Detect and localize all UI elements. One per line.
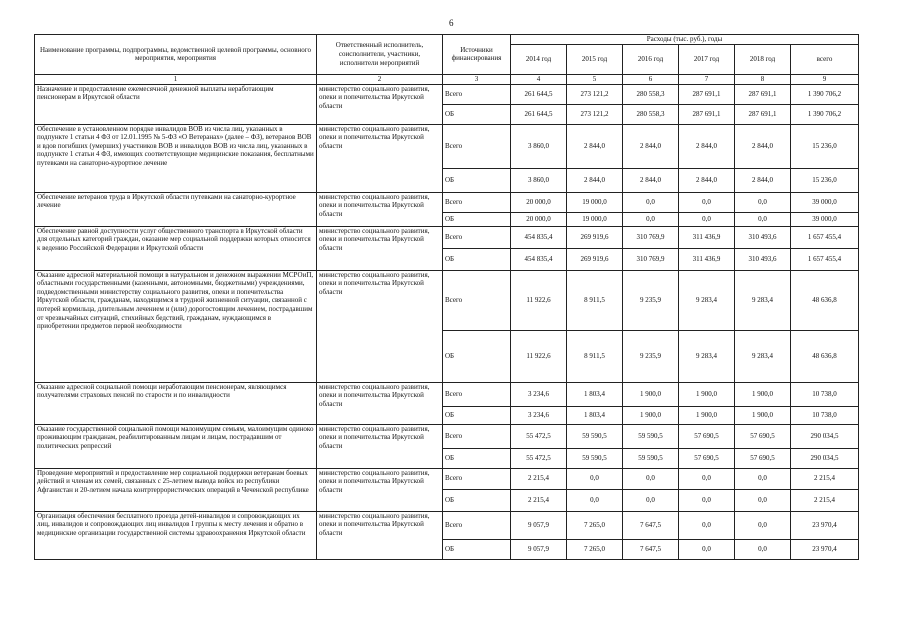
year-value: 59 590,5	[623, 424, 679, 448]
measure-name: Оказание адресной социальной помощи неработающим пенсионерам, являющимся получателями страховых пенсий по старости и по инвалидности	[35, 382, 317, 424]
total-value: 10 738,0	[791, 406, 859, 424]
year-value: 2 844,0	[735, 168, 791, 192]
total-value: 2 215,4	[791, 489, 859, 511]
year-value: 57 690,5	[679, 424, 735, 448]
year-value: 310 769,9	[623, 248, 679, 270]
header-total: всего	[791, 44, 859, 74]
year-value: 2 844,0	[679, 168, 735, 192]
header-year: 2018 год	[735, 44, 791, 74]
year-value: 9 283,4	[735, 330, 791, 382]
year-value: 1 803,4	[567, 382, 623, 406]
total-value: 1 390 706,2	[791, 84, 859, 104]
year-value: 310 493,6	[735, 248, 791, 270]
year-value: 0,0	[623, 192, 679, 212]
year-value: 0,0	[735, 489, 791, 511]
total-value: 15 236,0	[791, 124, 859, 168]
year-value: 1 900,0	[623, 382, 679, 406]
year-value: 55 472,5	[511, 448, 567, 468]
year-value: 20 000,0	[511, 192, 567, 212]
year-value: 0,0	[623, 489, 679, 511]
year-value: 55 472,5	[511, 424, 567, 448]
total-value: 23 970,4	[791, 511, 859, 539]
year-value: 59 590,5	[567, 424, 623, 448]
funding-source: ОБ	[443, 248, 511, 270]
funding-source: ОБ	[443, 168, 511, 192]
year-value: 311 436,9	[679, 226, 735, 248]
year-value: 20 000,0	[511, 212, 567, 226]
executor: министерство социального развития, опеки и попечительства Иркутской области	[317, 226, 443, 270]
year-value: 287 691,1	[735, 84, 791, 104]
column-number: 9	[791, 74, 859, 84]
year-value: 261 644,5	[511, 104, 567, 124]
funding-source: Всего	[443, 226, 511, 248]
year-value: 59 590,5	[567, 448, 623, 468]
year-value: 2 844,0	[735, 124, 791, 168]
expenses-table	[34, 34, 859, 560]
header-executor: Ответственный исполнитель, соисполнители, участники, исполнители мероприятий	[317, 35, 443, 75]
year-value: 9 235,9	[623, 330, 679, 382]
column-number: 6	[623, 74, 679, 84]
measure-name: Проведение мероприятий и предоставление мер социальной поддержки ветеранам боевых действий и членам их семей, связанных с 25-летием вывода войск из республики Афганистан и 20-летием начала контртеррористических операций в Чеченской республике	[35, 468, 317, 511]
funding-source: ОБ	[443, 212, 511, 226]
year-value: 2 844,0	[679, 124, 735, 168]
year-value: 1 900,0	[735, 382, 791, 406]
year-value: 57 690,5	[735, 448, 791, 468]
year-value: 273 121,2	[567, 104, 623, 124]
funding-source: ОБ	[443, 448, 511, 468]
year-value: 19 000,0	[567, 192, 623, 212]
year-value: 1 900,0	[623, 406, 679, 424]
total-value: 39 000,0	[791, 192, 859, 212]
year-value: 9 235,9	[623, 270, 679, 330]
header-expenses: Расходы (тыс. руб.), годы	[511, 35, 859, 45]
year-value: 1 900,0	[679, 406, 735, 424]
year-value: 2 215,4	[511, 468, 567, 489]
executor: министерство социального развития, опеки и попечительства Иркутской области	[317, 192, 443, 226]
funding-source: ОБ	[443, 406, 511, 424]
measure-name: Обеспечение в установленном порядке инвалидов ВОВ из числа лиц, указанных в подпункте 1 статьи 4 ФЗ от 12.01.1995 № 5-ФЗ «О Ветеранах» (далее – ФЗ), ветеранов ВОВ и вдов погибших (умерших) участников ВОВ и инвалидов ВОВ из числа лиц, указанных в подпункте 1 статьи 4 ФЗ, имеющих соответствующие медицинские показания, бесплатными путевками на санаторно-курортное лечение	[35, 124, 317, 192]
year-value: 0,0	[735, 468, 791, 489]
executor: министерство социального развития, опеки и попечительства Иркутской области	[317, 270, 443, 382]
funding-source: Всего	[443, 511, 511, 539]
total-value: 10 738,0	[791, 382, 859, 406]
year-value: 280 558,3	[623, 104, 679, 124]
year-value: 1 900,0	[679, 382, 735, 406]
column-number: 8	[735, 74, 791, 84]
column-number: 5	[567, 74, 623, 84]
year-value: 9 283,4	[679, 330, 735, 382]
total-value: 23 970,4	[791, 539, 859, 559]
table-row	[35, 511, 859, 539]
year-value: 7 265,0	[567, 539, 623, 559]
year-value: 8 911,5	[567, 270, 623, 330]
funding-source: ОБ	[443, 104, 511, 124]
year-value: 0,0	[679, 489, 735, 511]
year-value: 280 558,3	[623, 84, 679, 104]
measure-name: Оказание государственной социальной помощи малоимущим семьям, малоимущим одиноко проживающим гражданам, реабилитированным лицам и лицам, пострадавшим от политических репрессий	[35, 424, 317, 468]
year-value: 11 922,6	[511, 330, 567, 382]
executor: министерство социального развития, опеки и попечительства Иркутской области	[317, 124, 443, 192]
table-row	[35, 226, 859, 248]
header-year: 2017 год	[679, 44, 735, 74]
executor: министерство социального развития, опеки и попечительства Иркутской области	[317, 468, 443, 511]
table-row	[35, 382, 859, 406]
year-value: 310 493,6	[735, 226, 791, 248]
year-value: 0,0	[735, 511, 791, 539]
year-value: 9 057,9	[511, 539, 567, 559]
year-value: 287 691,1	[679, 84, 735, 104]
funding-source: ОБ	[443, 489, 511, 511]
year-value: 0,0	[679, 511, 735, 539]
year-value: 0,0	[735, 539, 791, 559]
funding-source: Всего	[443, 468, 511, 489]
year-value: 3 860,0	[511, 124, 567, 168]
year-value: 59 590,5	[623, 448, 679, 468]
table-row	[35, 468, 859, 489]
column-number: 3	[443, 74, 511, 84]
column-numbers-row	[35, 74, 859, 84]
executor: министерство социального развития, опеки и попечительства Иркутской области	[317, 382, 443, 424]
year-value: 0,0	[623, 212, 679, 226]
year-value: 9 283,4	[735, 270, 791, 330]
funding-source: Всего	[443, 124, 511, 168]
total-value: 1 390 706,2	[791, 104, 859, 124]
year-value: 310 769,9	[623, 226, 679, 248]
year-value: 0,0	[679, 539, 735, 559]
funding-source: Всего	[443, 424, 511, 448]
year-value: 9 057,9	[511, 511, 567, 539]
year-value: 269 919,6	[567, 248, 623, 270]
funding-source: ОБ	[443, 330, 511, 382]
year-value: 311 436,9	[679, 248, 735, 270]
year-value: 2 844,0	[623, 124, 679, 168]
column-number: 1	[35, 74, 317, 84]
table-body	[35, 84, 859, 559]
year-value: 287 691,1	[735, 104, 791, 124]
table-row	[35, 192, 859, 212]
executor: министерство социального развития, опеки и попечительства Иркутской области	[317, 84, 443, 124]
year-value: 2 844,0	[567, 168, 623, 192]
year-value: 273 121,2	[567, 84, 623, 104]
table-row	[35, 270, 859, 330]
year-value: 57 690,5	[735, 424, 791, 448]
funding-source: Всего	[443, 192, 511, 212]
measure-name: Организация обеспечения бесплатного проезда детей-инвалидов и сопровождающих их лиц, инвалидов и сопровождающих лиц инвалидов I группы к месту лечения и обратно в медицинские организации государственной системы здравоохранения Иркутской области	[35, 511, 317, 559]
year-value: 2 215,4	[511, 489, 567, 511]
funding-source: Всего	[443, 84, 511, 104]
column-number: 7	[679, 74, 735, 84]
page-number: 6	[449, 18, 454, 28]
year-value: 7 265,0	[567, 511, 623, 539]
funding-source: Всего	[443, 382, 511, 406]
year-value: 1 900,0	[735, 406, 791, 424]
column-number: 2	[317, 74, 443, 84]
total-value: 1 657 455,4	[791, 226, 859, 248]
total-value: 48 636,8	[791, 330, 859, 382]
total-value: 1 657 455,4	[791, 248, 859, 270]
funding-source: ОБ	[443, 539, 511, 559]
total-value: 290 034,5	[791, 448, 859, 468]
year-value: 7 647,5	[623, 511, 679, 539]
year-value: 0,0	[623, 468, 679, 489]
year-value: 3 860,0	[511, 168, 567, 192]
year-value: 0,0	[567, 468, 623, 489]
year-value: 2 844,0	[623, 168, 679, 192]
year-value: 454 835,4	[511, 226, 567, 248]
year-value: 0,0	[567, 489, 623, 511]
year-value: 9 283,4	[679, 270, 735, 330]
year-value: 287 691,1	[679, 104, 735, 124]
table-row	[35, 84, 859, 104]
header-name: Наименование программы, подпрограммы, ведомственной целевой программы, основного мероприятия, мероприятия	[35, 35, 317, 75]
year-value: 7 647,5	[623, 539, 679, 559]
year-value: 0,0	[679, 192, 735, 212]
year-value: 57 690,5	[679, 448, 735, 468]
year-value: 0,0	[679, 468, 735, 489]
year-value: 0,0	[735, 212, 791, 226]
total-value: 48 636,8	[791, 270, 859, 330]
measure-name: Обеспечение ветеранов труда в Иркутской области путевками на санаторно-курортное лечение	[35, 192, 317, 226]
total-value: 39 000,0	[791, 212, 859, 226]
total-value: 290 034,5	[791, 424, 859, 448]
executor: министерство социального развития, опеки и попечительства Иркутской области	[317, 511, 443, 559]
year-value: 454 835,4	[511, 248, 567, 270]
year-value: 19 000,0	[567, 212, 623, 226]
year-value: 3 234,6	[511, 382, 567, 406]
year-value: 0,0	[735, 192, 791, 212]
year-value: 0,0	[679, 212, 735, 226]
header-year: 2015 год	[567, 44, 623, 74]
header-year: 2016 год	[623, 44, 679, 74]
year-value: 2 844,0	[567, 124, 623, 168]
header-year: 2014 год	[511, 44, 567, 74]
total-value: 2 215,4	[791, 468, 859, 489]
measure-name: Оказание адресной материальной помощи в натуральном и денежном выражении МСРОиП, областными государственными (казенными, автономными, бюджетными) учреждениями, подведомственными министерству социального развития, опеки и попечительства Иркутской области, гражданам, находящимся в трудной жизненной ситуации, связанной с потерей кормильца, длительным лечением и (или) дорогостоящим лечением, пострадавшим от чрезвычайных ситуаций, стихийных бедствий, гражданам, нуждающимся в приобретении предметов первой необходимости	[35, 270, 317, 382]
total-value: 15 236,0	[791, 168, 859, 192]
column-number: 4	[511, 74, 567, 84]
funding-source: Всего	[443, 270, 511, 330]
year-value: 269 919,6	[567, 226, 623, 248]
measure-name: Назначение и предоставление ежемесячной денежной выплаты неработающим пенсионерам в Иркутской области	[35, 84, 317, 124]
executor: министерство социального развития, опеки и попечительства Иркутской области	[317, 424, 443, 468]
table-row	[35, 424, 859, 448]
year-value: 8 911,5	[567, 330, 623, 382]
year-value: 11 922,6	[511, 270, 567, 330]
year-value: 1 803,4	[567, 406, 623, 424]
year-value: 3 234,6	[511, 406, 567, 424]
year-value: 261 644,5	[511, 84, 567, 104]
measure-name: Обеспечение равной доступности услуг общественного транспорта в Иркутской области для отдельных категорий граждан, оказание мер социальной поддержки которых относится к ведению Российской Федерации и Иркутской области	[35, 226, 317, 270]
table-row	[35, 124, 859, 168]
header-source: Источники финансирования	[443, 35, 511, 75]
